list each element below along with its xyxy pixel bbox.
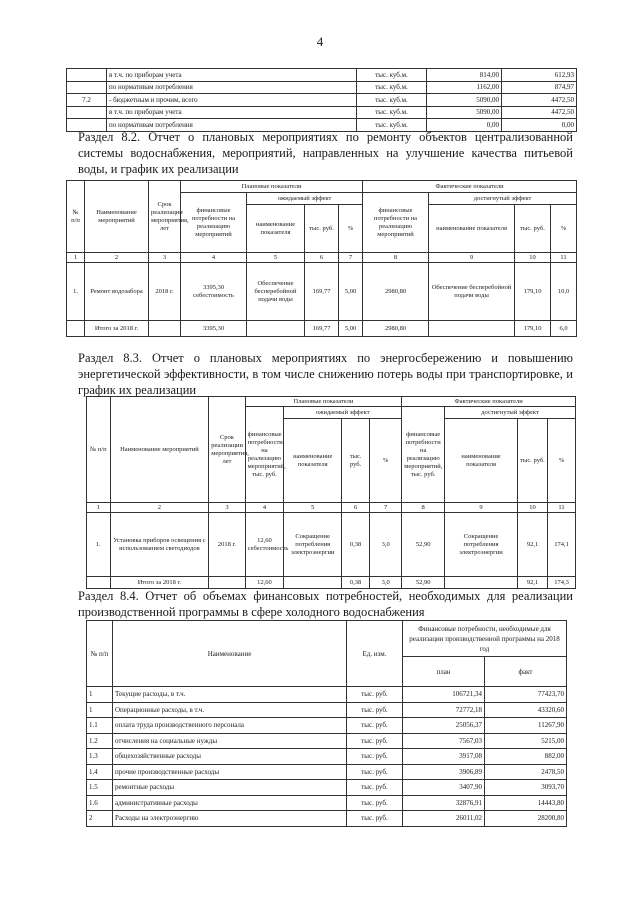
column-number: 2 bbox=[110, 503, 209, 513]
header-fin: финансовые потребности на реализацию мероприятий bbox=[181, 193, 247, 253]
column-number: 11 bbox=[548, 503, 576, 513]
column-number: 9 bbox=[429, 253, 515, 263]
water-volume-table bbox=[66, 68, 577, 132]
table-row: 1. Ремонт водозабора 2018 г. 3395,30 себестоимость Обеспечение бесперебойной подачи воды 169,77 5,00 2980,80 Обеспечение бесперебойной подачи воды 179,10 10,0 bbox=[67, 263, 577, 321]
header-rub-fact: тыс. руб. bbox=[518, 419, 548, 503]
table-row: 1 Текущие расходы, в т.ч. тыс. руб. 106721,34 77423,70 bbox=[87, 687, 567, 703]
repair-activities-table bbox=[66, 180, 577, 337]
header-num: № п/п bbox=[67, 181, 85, 253]
column-number: 9 bbox=[445, 503, 518, 513]
table-row: в т.ч. по приборам учета тыс. куб.м. 5090,00 4472,50 bbox=[67, 106, 577, 119]
header-fin-fact: финансовые потребности на реализацию мероприятий bbox=[363, 193, 429, 253]
column-number: 5 bbox=[284, 503, 342, 513]
header-term: Срок реализации мероприятия, лет bbox=[209, 397, 245, 503]
header-name: Наименование мероприятий bbox=[110, 397, 209, 503]
column-number: 4 bbox=[181, 253, 247, 263]
column-number: 7 bbox=[370, 503, 402, 513]
header-name: Наименование bbox=[113, 621, 347, 687]
header-plan: Плановые показатели bbox=[181, 181, 363, 193]
table-row: по нормативам потребления тыс. куб.м. 0,00 0,00 bbox=[67, 119, 577, 132]
header-indicator: наименование показателя bbox=[284, 419, 342, 503]
column-number: 2 bbox=[85, 253, 149, 263]
header-term: Срок реализации мероприятия, лет bbox=[149, 181, 181, 253]
section-8-3-title: Раздел 8.3. Отчет о плановых мероприятиях по энергосбережению и повышению энергетической эффективности, в том числе снижению потерь воды при транспортировке, и график их реализации bbox=[78, 351, 573, 397]
header-plan: Плановые показатели bbox=[245, 397, 402, 407]
total-row: Итого за 2018 г. 3395,30 169,77 5,00 2980,80 179,10 6,0 bbox=[67, 321, 577, 337]
column-number: 7 bbox=[339, 253, 363, 263]
header-effect-expected: ожидаемый эффект bbox=[284, 407, 402, 419]
table-row: 1.4 прочие производственные расходы тыс. руб. 3906,89 2478,50 bbox=[87, 764, 567, 780]
column-number: 1 bbox=[87, 503, 111, 513]
table-row: по нормативам потребления тыс. куб.м. 1162,00 874,97 bbox=[67, 81, 577, 94]
column-number: 8 bbox=[363, 253, 429, 263]
section-8-2-title: Раздел 8.2. Отчет о плановых мероприятиях по ремонту объектов централизованной системы водоснабжения, мероприятий, направленных на улучшение качества питьевой воды, и график их реализации bbox=[78, 130, 573, 176]
total-row: Итого за 2018 г. 12,60 0,38 3,0 52,90 92,1 174,3 bbox=[87, 577, 576, 589]
header-indicator-fact: наименование показателя bbox=[429, 205, 515, 253]
header-rub-fact: тыс. руб. bbox=[515, 205, 551, 253]
column-number: 1 bbox=[67, 253, 85, 263]
header-fact: Фактические показатели bbox=[363, 181, 577, 193]
section-8-4-title: Раздел 8.4. Отчет об объемах финансовых потребностей, необходимых для реализации производственной программы в сфере холодного водоснабжения bbox=[78, 589, 573, 619]
column-number: 5 bbox=[247, 253, 305, 263]
column-number: 4 bbox=[245, 503, 284, 513]
header-name: Наименование мероприятий bbox=[85, 181, 149, 253]
header-num: № п/п bbox=[87, 621, 113, 687]
table-row: в т.ч. по приборам учета тыс. куб.м. 814,00 612,93 bbox=[67, 69, 577, 82]
column-number: 11 bbox=[551, 253, 577, 263]
column-number: 3 bbox=[149, 253, 181, 263]
page-number: 4 bbox=[316, 34, 324, 49]
header-fin-fact: финансовые потребности на реализацию мероприятий, тыс. руб. bbox=[402, 407, 445, 503]
header-num: № п/п bbox=[87, 397, 111, 503]
header-rub: тыс. руб. bbox=[305, 205, 339, 253]
financial-needs-table bbox=[86, 620, 567, 827]
header-plan: план bbox=[403, 657, 485, 687]
table-row: 1.3 общехозяйственные расходы тыс. руб. 3917,08 882,00 bbox=[87, 749, 567, 765]
header-indicator: наименование показателя bbox=[247, 205, 305, 253]
header-rub: тыс. руб. bbox=[342, 419, 370, 503]
table-row: 1.2 отчисления на социальные нужды тыс. руб. 7567,03 5215,00 bbox=[87, 733, 567, 749]
table-row: 7.2 - бюджетным и прочим, всего тыс. куб.м. 5090,00 4472,50 bbox=[67, 94, 577, 107]
table-row: 1.6 административные расходы тыс. руб. 32876,91 14443,80 bbox=[87, 795, 567, 811]
column-number: 8 bbox=[402, 503, 445, 513]
header-pct: % bbox=[370, 419, 402, 503]
table-row: 1.1 оплата труда производственного персонала тыс. руб. 25056,37 11267,90 bbox=[87, 718, 567, 734]
header-pct: % bbox=[339, 205, 363, 253]
header-fact: Фактические показатели bbox=[402, 397, 576, 407]
header-fact: факт bbox=[485, 657, 567, 687]
header-unit: Ед. изм. bbox=[347, 621, 403, 687]
table-row: 1.5 ремонтные расходы тыс. руб. 3407,90 3093,70 bbox=[87, 780, 567, 796]
table-row: 2 Расходы на электроэнергию тыс. руб. 26011,02 28200,80 bbox=[87, 811, 567, 827]
header-effect-expected: ожидаемый эффект bbox=[247, 193, 363, 205]
header-fin: Финансовые потребности, необходимые для реализации производственной программы на 2018 год bbox=[403, 621, 567, 657]
table-row: 1 Операционные расходы, в т.ч. тыс. руб. 72772,18 43320,60 bbox=[87, 702, 567, 718]
column-number: 3 bbox=[209, 503, 245, 513]
energy-saving-table bbox=[86, 396, 576, 589]
column-number: 10 bbox=[518, 503, 548, 513]
column-number: 6 bbox=[305, 253, 339, 263]
header-pct-fact: % bbox=[548, 419, 576, 503]
header-fin: финансовые потребности на реализацию мероприятий, тыс. руб. bbox=[245, 407, 284, 503]
header-pct-fact: % bbox=[551, 205, 577, 253]
header-effect-achieved: достигнутый эффект bbox=[429, 193, 577, 205]
header-indicator-fact: наименование показателя bbox=[445, 419, 518, 503]
header-effect-achieved: достигнутый эффект bbox=[445, 407, 576, 419]
table-row: 1. Установка приборов освещения с использованием светодиодов 2018 г. 12,60 себестоимость Сокращение потребления электроэнергии 0,38 3,0 52,90 Сокращение потребления электроэнергии 92,1 174,1 bbox=[87, 513, 576, 577]
column-number: 6 bbox=[342, 503, 370, 513]
column-number: 10 bbox=[515, 253, 551, 263]
